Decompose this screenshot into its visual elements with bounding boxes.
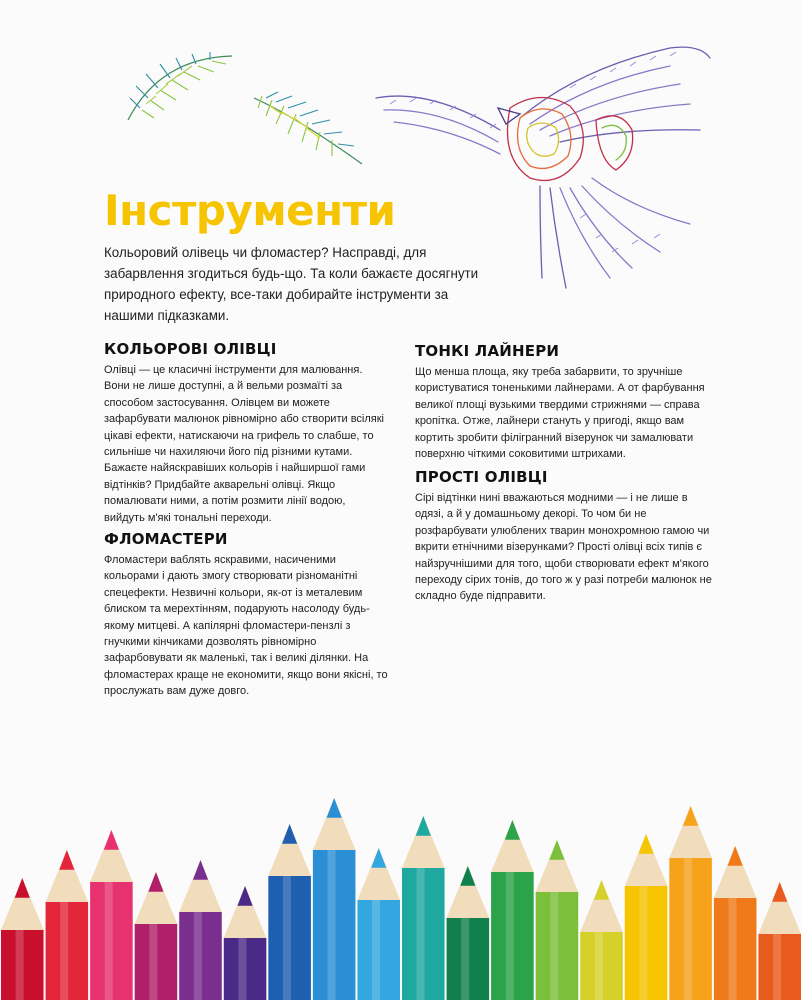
pencil [758, 882, 801, 1000]
pencil [224, 886, 267, 1000]
section-heading: ФЛОМАСТЕРИ [104, 530, 228, 548]
section-heading: КОЛЬОРОВІ ОЛІВЦІ [104, 340, 277, 358]
section-fine-liners [415, 342, 715, 462]
pencil [268, 824, 311, 1000]
pencil [90, 830, 133, 1000]
pencil [1, 878, 44, 1000]
pencil [46, 850, 89, 1000]
section-text: Фломастери ваблять яскравими, насиченими кольорами і дають змогу створювати різноманітні спецефекти. Незвичні кольори, як-от із металевим блиском та мерехтінням, подарують насолоду будь-якому митцеві. А капілярні фломастери-пензлі з гнучкими кінчиками дозволять рівномірно зафарбовувати як маленькі, так і великі ділянки. На фломастерах краще не економити, якщо вони якісні, то прослужать вам дуже довго. [104, 554, 388, 698]
pencil [714, 846, 757, 1000]
section-text: Що менша площа, яку треба забарвити, то зручніше користуватися тоненькими лайнерами. А от фарбування великої площі вузькими твердими стрижнями — справа кропітка. Отже, лайнери стануть у пригоді, якщо вам кортить зробити філігранний візерунок чи замалювати поверхню чіткими соковитими штрихами. [415, 366, 705, 461]
pencil [447, 866, 490, 1000]
section-markers [104, 530, 389, 700]
section-heading: ПРОСТІ ОЛІВЦІ [415, 468, 548, 486]
section-text: Сірі відтінки нині вважаються модними — і не лише в одязі, а й у домашньому декорі. То чом би не розфарбувати улюблених тварин монохромною гамою чи вкрити етнічними візерунками? Прості олівці всіх типів є найзручнішими для того, щоби створювати ефект м'якого переходу сірих тонів, до того ж у разі потреби малюнок не складно буде підправити. [415, 492, 712, 603]
pencil [580, 880, 623, 1000]
section-simple-pencils [415, 468, 715, 605]
pencil [669, 806, 712, 1000]
colored-pencils-photo [0, 790, 802, 1000]
pencil [313, 798, 356, 1000]
pencil [179, 860, 222, 1000]
section-text: Олівці — це класичні інструменти для малювання. Вони не лише доступні, а й вельми розмаїті за способом застосування. Олівцем ви можете зафарбувати малюнок рівномірно або створити всілякі цікаві ефекти, натискаючи на грифель то слабше, то сильніше чи нахиляючи його під різними кутами. Бажаєте найяскравіших кольорів і найширшої гами відтінків? Придбайте акварельні олівці. Якщо помалювати ними, а потім розмити лінії водою, вийдуть м'які тональні переходи. [104, 364, 384, 524]
pencil [402, 816, 445, 1000]
feather-right-illustration [248, 88, 368, 168]
pencil [536, 840, 579, 1000]
page-title: Інструменти [104, 186, 396, 235]
intro-paragraph: Кольоровий олівець чи фломастер? Насправді, для забарвлення згодиться будь-що. Та коли бажаєте досягнути природного ефекту, все-таки добирайте інструменти за нашими підказками. [104, 245, 479, 323]
feather-left-illustration [120, 48, 240, 128]
pencil [357, 848, 400, 1000]
section-heading: ТОНКІ ЛАЙНЕРИ [415, 342, 560, 360]
pencil [625, 834, 668, 1000]
section-color-pencils [104, 340, 389, 526]
pencil [135, 872, 178, 1000]
pencil [491, 820, 534, 1000]
